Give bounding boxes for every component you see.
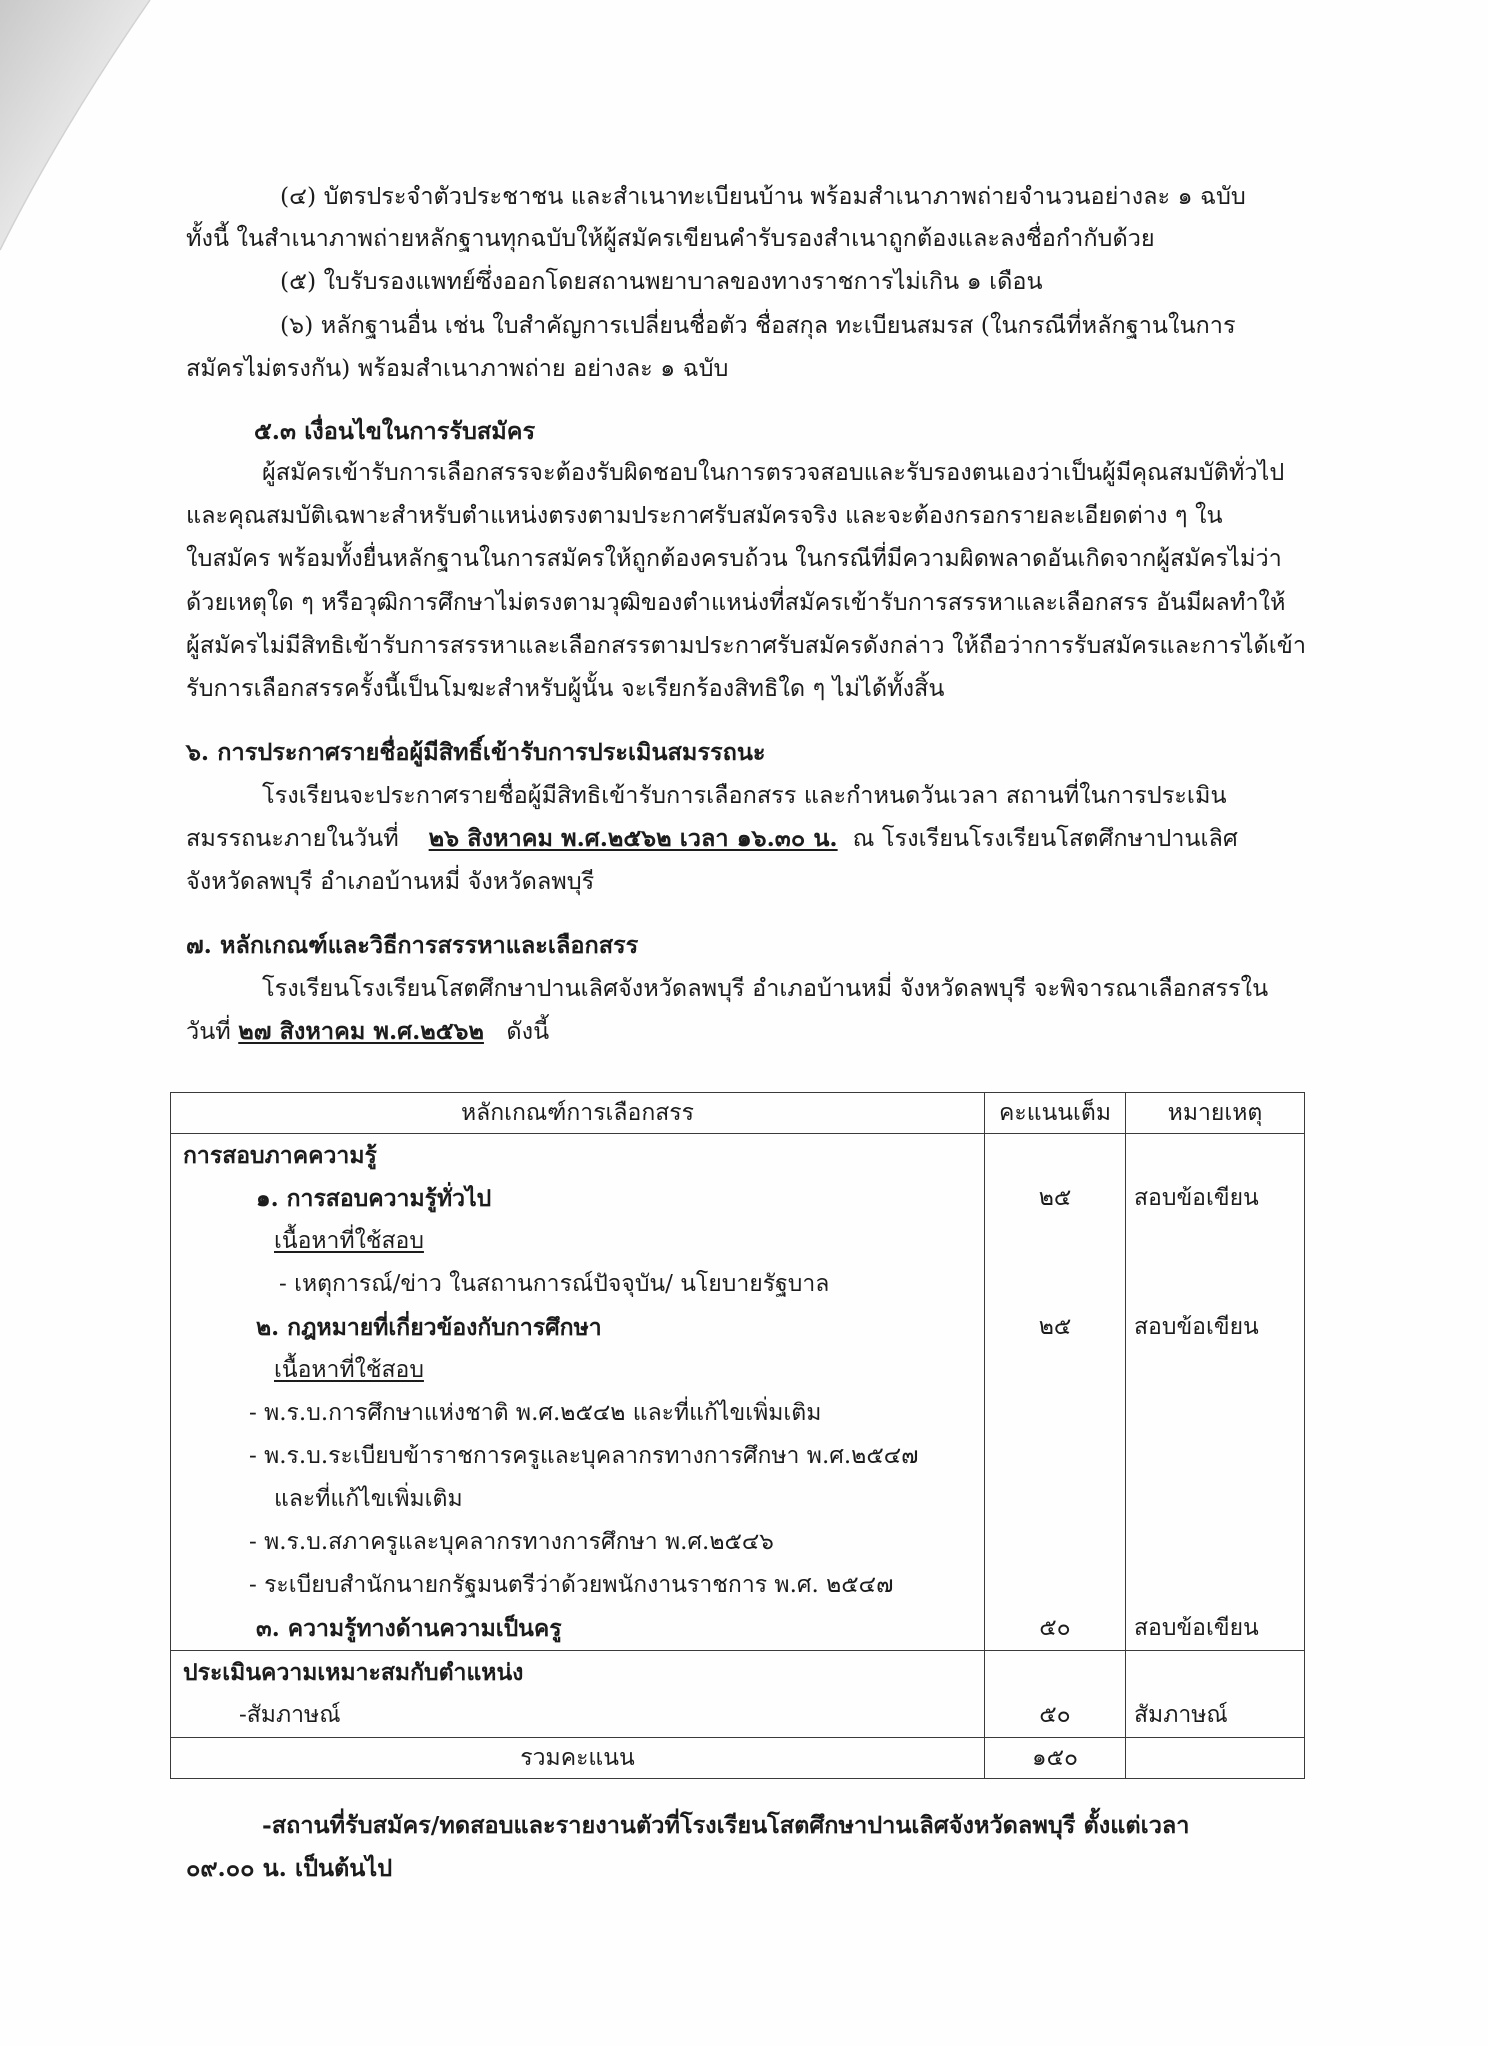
section-5-3-line: ผู้สมัครเข้ารับการเลือกสรรจะต้องรับผิดชอบในการตรวจสอบและรับรองตนเองว่าเป็นผู้มีคุณสมบัติทั่วไป	[262, 458, 1285, 486]
general-knowledge-score: ๒๕	[1038, 1185, 1072, 1211]
suitability-section-title: ประเมินความเหมาะสมกับตำแหน่ง	[183, 1659, 524, 1686]
section-6-line: โรงเรียนจะประกาศรายชื่อผู้มีสิทธิเข้ารับการเลือกสรร และกำหนดวันเวลา สถานที่ในการประเมิน	[262, 781, 1227, 809]
education-law-topic: - พ.ร.บ.ระเบียบข้าราชการครูและบุคลากรทางการศึกษา พ.ศ.๒๕๔๗	[249, 1443, 919, 1469]
teaching-knowledge-score: ๕๐	[1039, 1615, 1071, 1641]
education-law-topic: - พ.ร.บ.สภาครูและบุคลากรทางการศึกษา พ.ศ.๒๕๔๖	[249, 1529, 774, 1555]
section-5-3-line: ใบสมัคร พร้อมทั้งยื่นหลักฐานในการสมัครให้ถูกต้องครบถ้วน ในกรณีที่มีความผิดพลาดอันเกิดจากผู้สมัครไม่ว่า	[186, 544, 1282, 572]
section-6-line: จังหวัดลพบุรี อำเภอบ้านหมี่ จังหวัดลพบุรี	[186, 867, 595, 895]
doc-line-item-6-cont: สมัครไม่ตรงกัน) พร้อมสำเนาภาพถ่าย อย่างละ ๑ ฉบับ	[186, 354, 729, 382]
section-7-date-suffix: ดังนี้	[506, 1017, 550, 1045]
education-law-title: ๒. กฎหมายที่เกี่ยวข้องกับการศึกษา	[256, 1314, 602, 1341]
selection-criteria-table	[170, 1092, 1305, 1779]
remark-cell	[1126, 1651, 1305, 1738]
general-knowledge-content-label: เนื้อหาที่ใช้สอบ	[274, 1228, 424, 1254]
criteria-cell	[171, 1651, 985, 1738]
score-cell	[985, 1134, 1126, 1651]
assessment-announcement-date: ๒๖ สิงหาคม พ.ศ.๒๕๖๒ เวลา ๑๖.๓๐ น.	[428, 824, 838, 852]
criteria-cell	[171, 1134, 985, 1651]
section-5-3-line: ผู้สมัครไม่มีสิทธิเข้ารับการสรรหาและเลือกสรรตามประกาศรับสมัครดังกล่าว ให้ถือว่าการรับสมัครและการได้เข้า	[186, 631, 1307, 659]
interview-score: ๕๐	[1039, 1702, 1071, 1728]
table-header-row	[171, 1093, 1305, 1134]
criteria-column-header: หลักเกณฑ์การเลือกสรร	[171, 1093, 985, 1134]
total-label: รวมคะแนน	[171, 1738, 985, 1779]
doc-line-item-4-cont: ทั้งนี้ ในสำเนาภาพถ่ายหลักฐานทุกฉบับให้ผู้สมัครเขียนคำรับรองสำเนาถูกต้องและลงชื่อกำกับด้วย	[186, 224, 1155, 252]
table-row-total	[171, 1738, 1305, 1779]
section-6-date-prefix: สมรรถนะภายในวันที่	[186, 824, 399, 852]
section-7-line: โรงเรียนโรงเรียนโสตศึกษาปานเลิศจังหวัดลพบุรี อำเภอบ้านหมี่ จังหวัดลพบุรี จะพิจารณาเลือกสรรใน	[262, 974, 1269, 1002]
table-row-suitability-section	[171, 1651, 1305, 1738]
section-7-line	[186, 1016, 549, 1046]
general-knowledge-topic: - เหตุการณ์/ข่าว ในสถานการณ์ปัจจุบัน/ นโยบายรัฐบาล	[279, 1271, 830, 1297]
section-7-date-prefix: วันที่	[186, 1017, 231, 1045]
education-law-score: ๒๕	[1038, 1314, 1072, 1340]
total-score: ๑๕๐	[985, 1738, 1126, 1779]
table-row-knowledge-section	[171, 1134, 1305, 1651]
interview-remark: สัมภาษณ์	[1134, 1702, 1228, 1728]
section-5-3-line: รับการเลือกสรรครั้งนี้เป็นโมฆะสำหรับผู้นั้น จะเรียกร้องสิทธิใด ๆ ไม่ได้ทั้งสิ้น	[186, 674, 945, 702]
interview-item: -สัมภาษณ์	[239, 1702, 341, 1728]
general-knowledge-title: ๑. การสอบความรู้ทั่วไป	[256, 1185, 492, 1212]
total-remark-cell	[1126, 1738, 1305, 1779]
education-law-topic-cont: และที่แก้ไขเพิ่มเติม	[274, 1486, 463, 1512]
section-5-3-heading: ๕.๓ เงื่อนไขในการรับสมัคร	[254, 417, 536, 445]
remark-column-header: หมายเหตุ	[1126, 1093, 1305, 1134]
general-knowledge-remark: สอบข้อเขียน	[1134, 1185, 1259, 1211]
education-law-remark: สอบข้อเขียน	[1134, 1314, 1259, 1340]
section-6-heading: ๖. การประกาศรายชื่อผู้มีสิทธิ์เข้ารับการประเมินสมรรถนะ	[186, 738, 766, 766]
doc-line-item-5: (๕) ใบรับรองแพทย์ซึ่งออกโดยสถานพยาบาลของทางราชการไม่เกิน ๑ เดือน	[280, 267, 1043, 295]
score-cell	[985, 1651, 1126, 1738]
section-6-location: ณ โรงเรียนโรงเรียนโสตศึกษาปานเลิศ	[852, 824, 1238, 852]
section-7-heading: ๗. หลักเกณฑ์และวิธีการสรรหาและเลือกสรร	[186, 931, 639, 959]
education-law-topic: - พ.ร.บ.การศึกษาแห่งชาติ พ.ศ.๒๕๔๒ และที่แก้ไขเพิ่มเติม	[249, 1400, 822, 1426]
knowledge-section-title: การสอบภาคความรู้	[183, 1142, 377, 1169]
education-law-content-label: เนื้อหาที่ใช้สอบ	[274, 1357, 424, 1383]
doc-line-item-6: (๖) หลักฐานอื่น เช่น ใบสำคัญการเปลี่ยนชื่อตัว ชื่อสกุล ทะเบียนสมรส (ในกรณีที่หลักฐานในการ	[280, 311, 1236, 339]
remark-cell	[1126, 1134, 1305, 1651]
section-6-line	[186, 823, 1238, 853]
section-5-3-line: และคุณสมบัติเฉพาะสำหรับตำแหน่งตรงตามประกาศรับสมัครจริง และจะต้องกรอกรายละเอียดต่าง ๆ ใน	[186, 501, 1223, 529]
teaching-knowledge-title: ๓. ความรู้ทางด้านความเป็นครู	[256, 1615, 562, 1642]
selection-date: ๒๗ สิงหาคม พ.ศ.๒๕๖๒	[238, 1017, 484, 1045]
education-law-topic: - ระเบียบสำนักนายกรัฐมนตรีว่าด้วยพนักงานราชการ พ.ศ. ๒๕๔๗	[249, 1572, 894, 1598]
venue-note-line: -สถานที่รับสมัคร/ทดสอบและรายงานตัวที่โรงเรียนโสตศึกษาปานเลิศจังหวัดลพบุรี ตั้งแต่เวลา	[262, 1811, 1190, 1839]
doc-line-item-4: (๔) บัตรประจำตัวประชาชน และสำเนาทะเบียนบ้าน พร้อมสำเนาภาพถ่ายจำนวนอย่างละ ๑ ฉบับ	[280, 182, 1246, 210]
page-curl-shadow	[0, 0, 300, 300]
venue-note-line-cont: ๐๙.๐๐ น. เป็นต้นไป	[186, 1854, 393, 1882]
section-5-3-line: ด้วยเหตุใด ๆ หรือวุฒิการศึกษาไม่ตรงตามวุฒิของตำแหน่งที่สมัครเข้ารับการสรรหาและเลือกสรร อันมีผลทำให้	[186, 588, 1286, 616]
full-score-column-header: คะแนนเต็ม	[985, 1093, 1126, 1134]
teaching-knowledge-remark: สอบข้อเขียน	[1134, 1615, 1259, 1641]
